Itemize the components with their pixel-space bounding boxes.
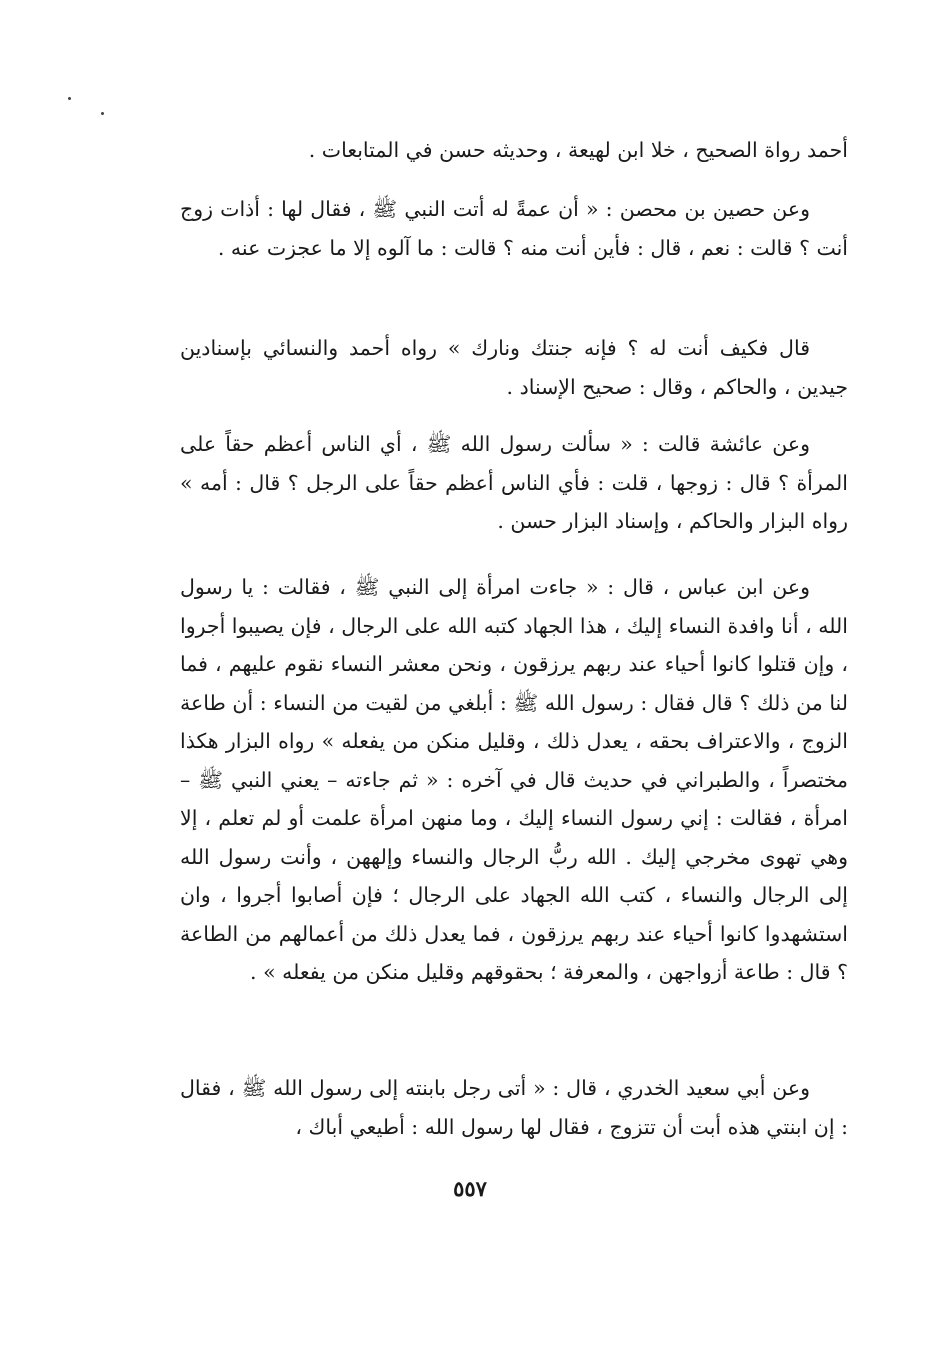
paragraph-continuation: أحمد رواة الصحيح ، خلا ابن لهيعة ، وحديثه حسن في المتابعات .	[308, 138, 848, 162]
paragraph-ibn-abbas: وعن ابن عباس ، قال : « جاءت امرأة إلى النبي ﷺ ، فقالت : يا رسول الله ، أنا وافدة النساء إليك ، هذا الجهاد كتبه الله على الرجال ، فإن يصيبوا أجروا ، وإن قتلوا كانوا أحياء عند ربهم يرزقون ، ونحن معشر النساء نقوم عليهم ، فما لنا من ذلك ؟ قال فقال : رسول الله ﷺ : أبلغي من لقيت من النساء : أن طاعة الزوج ، والاعتراف بحقه ، يعدل ذلك ، وقليل منكن من يفعله » رواه البزار هكذا مختصراً ، والطبراني في حديث قال في آخره : « ثم جاءته – يعني النبي ﷺ – امرأة ، فقالت : إني رسول النساء إليك ، وما منهن امرأة علمت أو لم تعلم ، إلا وهي تهوى مخرجي إليك . الله ربُّ الرجال والنساء وإلههن ، وأنت رسول الله إلى الرجال والنساء ، كتب الله الجهاد على الرجال ؛ فإن أصابوا أجروا ، وان استشهدوا كانوا أحياء عند ربهم يرزقون ، فما يعدل ذلك من أعمالهم من الطاعة ؟ قال : طاعة أزواجهن ، والمعرفة ؛ بحقوقهم وقليل منكن من يفعله » .	[180, 575, 848, 984]
paragraph-aisha: وعن عائشة قالت : « سألت رسول الله ﷺ ، أي الناس أعظم حقاً على المرأة ؟ قال : زوجها ، قلت : فأي الناس أعظم حقاً على الرجل ؟ قال : أمه » رواه البزار والحاكم ، وإسناد البزار حسن .	[180, 432, 848, 533]
page-number: ٥٥٧	[453, 1176, 487, 1201]
scan-speck	[68, 97, 71, 100]
paragraph-abu-said: وعن أبي سعيد الخدري ، قال : « أتى رجل بابنته إلى رسول الله ﷺ ، فقال : إن ابنتي هذه أبت أن تتزوج ، فقال لها رسول الله : أطيعي أباك ،	[180, 1076, 848, 1139]
paragraph-narration-source: قال فكيف أنت له ؟ فإنه جنتك ونارك » رواه أحمد والنسائي بإسنادين جيدين ، والحاكم ، وقال : صحيح الإسناد .	[180, 336, 848, 399]
paragraph-husayn-ibn-mihsan: وعن حصين بن محصن : « أن عمةً له أتت النبي ﷺ ، فقال لها : أذات زوج أنت ؟ قالت : نعم ، قال : فأين أنت منه ؟ قالت : ما آلوه إلا ما عجزت عنه .	[180, 197, 848, 260]
scan-speck	[101, 112, 104, 115]
